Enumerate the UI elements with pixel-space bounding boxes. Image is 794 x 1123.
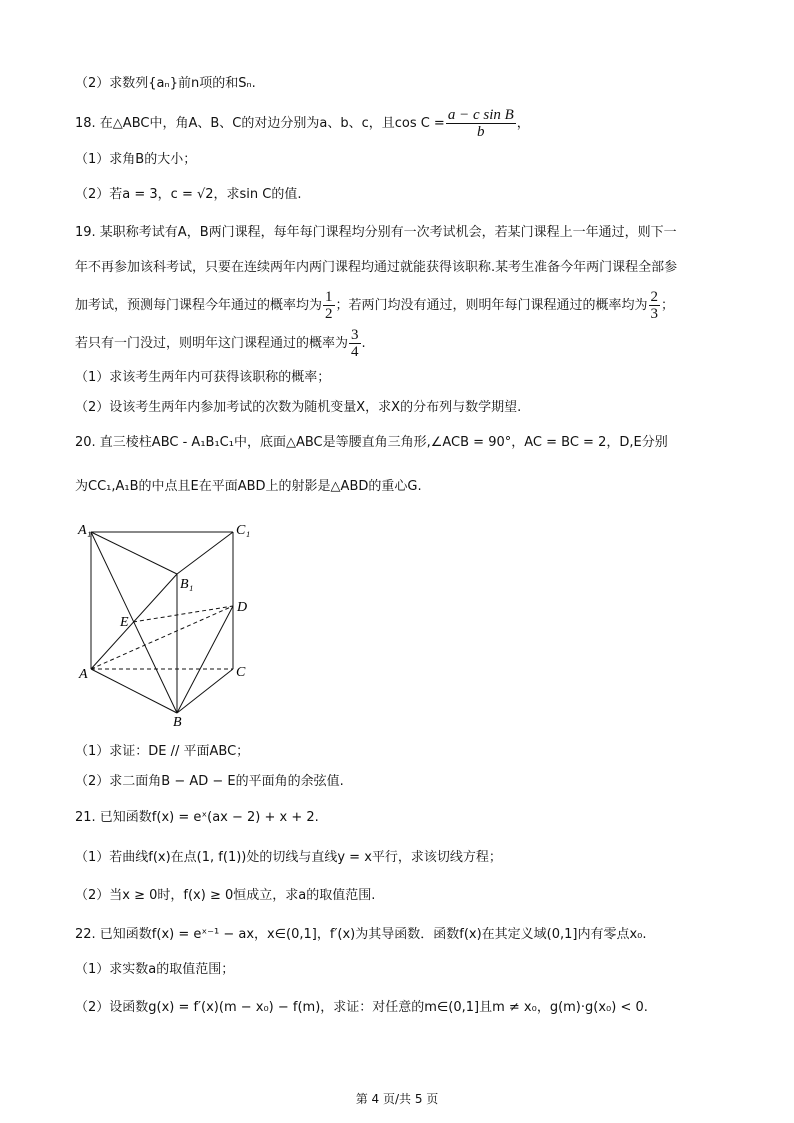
numerator: 2 <box>650 289 659 305</box>
label-A1: A₁ <box>78 523 92 538</box>
q22-part2: （2）设函数g(x) = f′(x)(m − x₀) − f(m)，求证：对任意的m∈(0,1]且m ≠ x₀，g(m)·g(x₀) < 0. <box>75 1000 648 1015</box>
q18-text: 18. 在△ABC中，角A、B、C的对边分别为a、b、c，且cos C = <box>75 116 445 131</box>
question-21: 21. 已知函数f(x) = eˣ(ax − 2) + x + 2. <box>75 810 319 825</box>
q19-l4-text-a: 若只有一门没过，则明年这门课程通过的概率为 <box>75 336 349 351</box>
page-footer: 第 4 页/共 5 页 <box>355 1092 439 1106</box>
question-22: 22. 已知函数f(x) = eˣ⁻¹ − ax，x∈(0,1]，f′(x)为其导函数．函数f(x)在其定义域(0,1]内有零点x₀. <box>75 927 647 942</box>
q22-part1: （1）求实数a的取值范围； <box>75 962 235 977</box>
numerator: 3 <box>351 327 359 343</box>
label-D: D <box>237 600 248 615</box>
denominator: 3 <box>650 306 659 322</box>
q20-line2: 为CC₁,A₁B的中点且E在平面ABD上的射影是△ABD的重心G. <box>75 479 422 494</box>
q19-l3-text-a: 加考试，预测每门课程今年通过的概率均为 <box>75 298 323 313</box>
q21-part2: （2）当x ≥ 0时，f(x) ≥ 0恒成立，求a的取值范围. <box>75 888 376 903</box>
q18-numerator: a − c sin B <box>447 107 514 123</box>
q19-line1: 19. 某职称考试有A，B两门课程，每年每门课程均分别有一次考试机会，若某门课程上一年通过，则下一 <box>75 225 677 240</box>
q20-part1: （1）求证：DE // 平面ABC； <box>75 744 250 759</box>
label-C: C <box>236 665 246 680</box>
label-C1: C₁ <box>236 523 251 538</box>
q19-part2: （2）设该考生两年内参加考试的次数为随机变量X，求X的分布列与数学期望. <box>75 400 522 415</box>
q19-part1: （1）求该考生两年内可获得该职称的概率； <box>75 370 331 385</box>
denominator: 4 <box>351 344 359 360</box>
q20-part2: （2）求二面角B − AD − E的平面角的余弦值. <box>75 774 344 789</box>
q20-line1: 20. 直三棱柱ABC - A₁B₁C₁中，底面△ABC是等腰直角三角形,∠ACB = 90°，AC = BC = 2，D,E分别 <box>75 435 668 450</box>
label-B1: B₁ <box>180 577 194 592</box>
q18-denominator: b <box>477 124 485 140</box>
q19-line2: 年不再参加该科考试，只要在连续两年内两门课程均通过就能获得该职称.某考生准备今年两门课程全部参 <box>75 260 678 275</box>
label-A: A <box>79 667 88 682</box>
q19-l4-text-b: . <box>361 336 366 351</box>
q19-l3-text-b: ；若两门均没有通过，则明年每门课程通过的概率均为 <box>335 298 648 313</box>
label-E: E <box>120 615 129 630</box>
q18-part2: （2）若a = 3，c = √2，求sin C的值. <box>75 187 302 202</box>
q21-part1: （1）若曲线f(x)在点(1, f(1))处的切线与直线y = x平行，求该切线方程； <box>75 850 502 865</box>
denominator: 2 <box>325 306 333 322</box>
q18-tail: ， <box>516 116 530 131</box>
label-B: B <box>173 715 182 730</box>
line-q17-part2: （2）求数列{aₙ}前n项的和Sₙ. <box>75 76 256 91</box>
q19-l3-text-c: ； <box>661 298 675 313</box>
numerator: 1 <box>325 289 333 305</box>
q18-part1: （1）求角B的大小； <box>75 152 197 167</box>
